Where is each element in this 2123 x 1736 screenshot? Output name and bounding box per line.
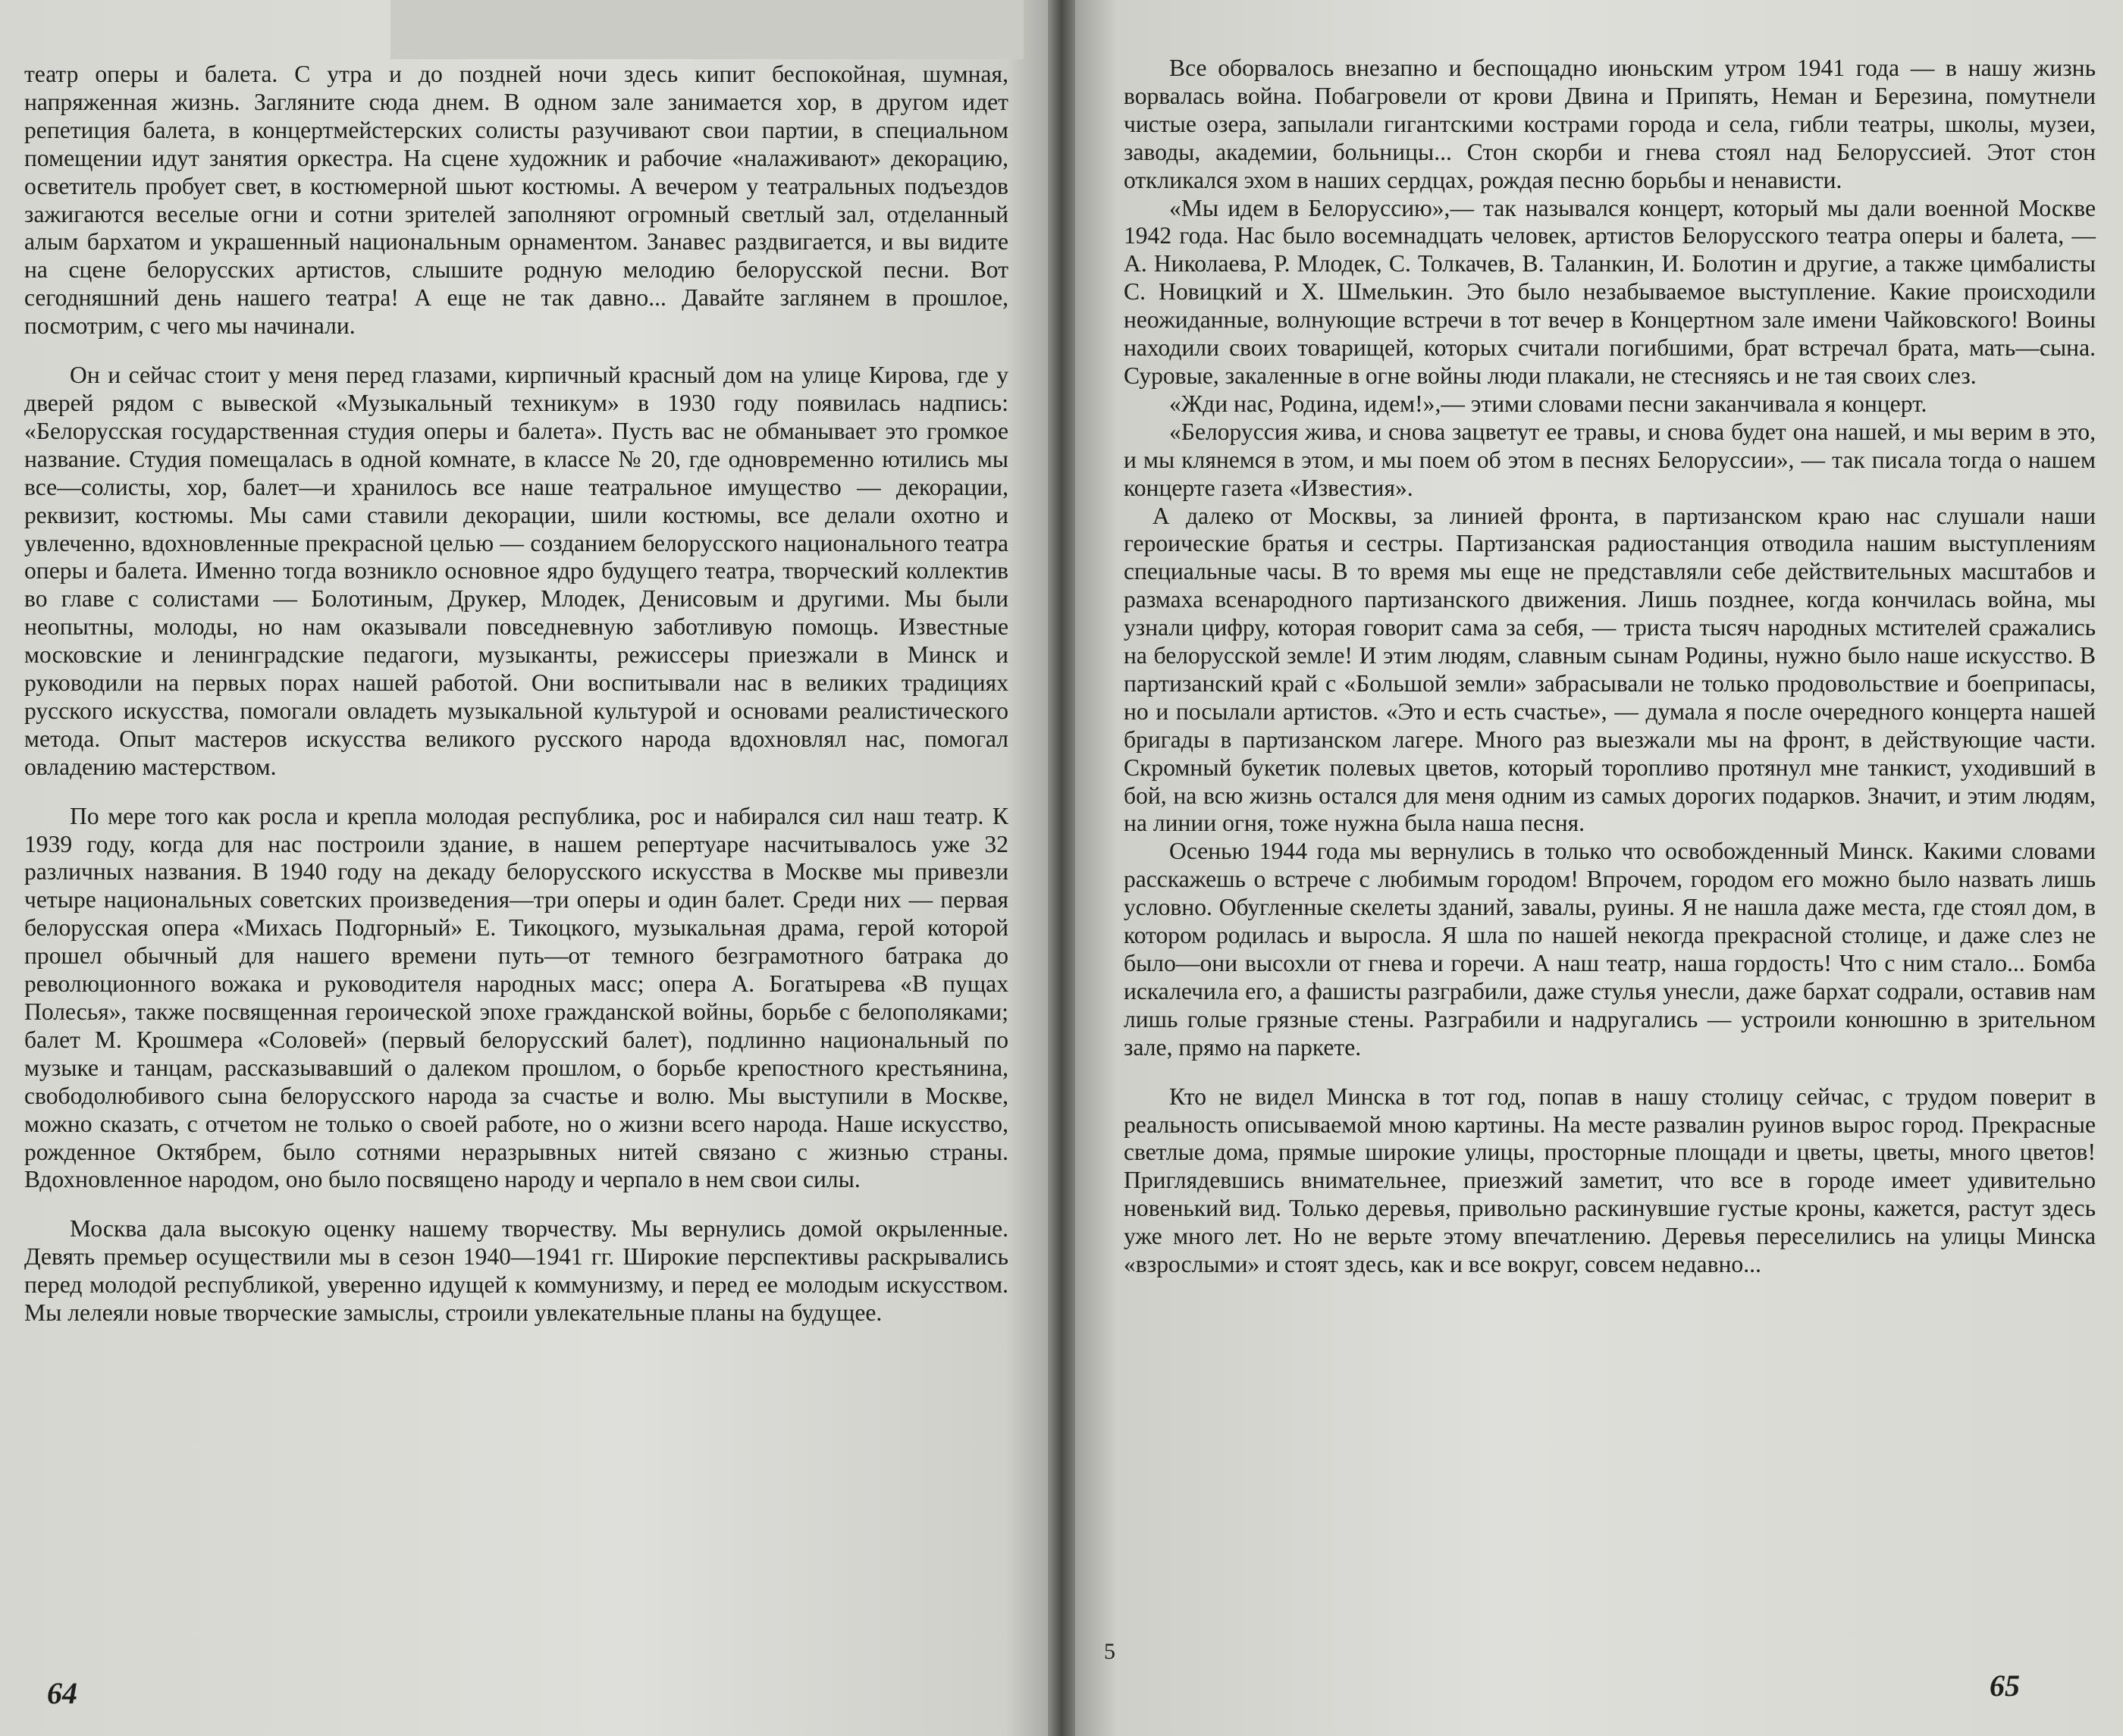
paragraph: «Белоруссия жива, и снова зацветут ее травы, и снова будет она нашей, и мы верим в это, и мы клянемся в этом, и мы поем об этом в песнях Белоруссии», — так писала тогда о нашем концерте газета «Известия». bbox=[1124, 418, 2096, 501]
left-text-column bbox=[24, 61, 1008, 1327]
paragraph: Москва дала высокую оценку нашему творчеству. Мы вернулись домой окрыленные. Девять премьер осуществили мы в сезон 1940—1941 гг. Широкие перспективы раскрывались перед молодой республикой, уверенно идущей к коммунизму, и перед ее молодым искусством. Мы лелеяли новые творческие замыслы, строили увлекательные планы на будущее. bbox=[24, 1215, 1008, 1327]
paragraph: По мере того как росла и крепла молодая республика, рос и набирался сил наш театр. К 1939 году, когда для нас построили здание, в нашем репертуаре насчитывалось уже 32 различных названия. В 1940 году на декаду белорусского искусства в Москве мы привезли четыре национальных советских произведения—три оперы и один балет. Среди них — первая белорусская опера «Михась Подгорный» Е. Тикоцкого, музыкальная драма, герой которой прошел обычный для нашего времени путь—от темного безграмотного батрака до революционного вожака и руководителя народных масс; опера А. Богатырева «В пущах Полесья», также посвященная героической эпохе гражданской войны, борьбе с белополяками; балет М. Крошмера «Соловей» (первый белорусский балет), подлинно национальный по музыке и танцам, рассказывавший о далеком прошлом, о борьбе крепостного крестьянина, свободолюбивого сына белорусского народа за счастье и волю. Мы выступили в Москве, можно сказать, с отчетом не только о своей работе, но о жизни всего народа. Наше искусство, рожденное Октябрем, было сотнями неразрывных нитей связано с жизнью страны. Вдохновленное народом, оно было посвящено народу и черпало в нем свои силы. bbox=[24, 802, 1008, 1193]
book-gutter bbox=[1048, 0, 1075, 1736]
paragraph: «Жди нас, Родина, идем!»,— этими словами песни заканчивала я концерт. bbox=[1169, 390, 1927, 417]
page-number: 64 bbox=[47, 1676, 77, 1710]
signature-mark: 5 bbox=[1104, 1639, 1115, 1664]
right-text-column bbox=[1124, 55, 2096, 1279]
right-page bbox=[1075, 0, 2123, 1736]
paragraph: А далеко от Москвы, за линией фронта, в партизанском краю нас слушали наши героические братья и сестры. Партизанская радиостанция отводила нашим выступлениям специальные часы. В то время мы еще не представляли себе действительных масштабов и размаха всенародного партизанского движения. Лишь позднее, когда кончилась война, мы узнали цифру, которая говорит сама за себя, — триста тысяч народных мстителей сражались на белорусской земле! И этим людям, славным сынам Родины, нужно было наше искусство. В партизанский край с «Большой земли» забрасывали не только продовольствие и боеприпасы, но и посылали артистов. «Это и есть счастье», — думала я после очередного концерта нашей бригады в партизанском лагере. Много раз выезжали мы на фронт, в действующие части. Скромный букетик полевых цветов, который торопливо протянул мне танкист, уходивший в бой, на всю жизнь остался для меня одним из самых дорогих подарков. Значит, и этим людям, на линии огня, тоже нужна была наша песня. bbox=[1124, 502, 2096, 837]
paragraph: Осенью 1944 года мы вернулись в только что освобожденный Минск. Какими словами расскажешь о встрече с любимым городом! Впрочем, городом его можно было назвать лишь условно. Обугленные скелеты зданий, завалы, руины. Я не нашла даже места, где стоял дом, в котором родилась и выросла. Я шла по нашей некогда прекрасной столице, и даже слез не было—они высохли от гнева и горечи. А наш театр, наша гордость! Что с ним стало... Бомба искалечила его, а фашисты разграбили, даже стулья унесли, даже бархат содрали, оставив нам лишь голые грязные стены. Разграбили и надругались — устроили конюшню в зрительном зале, прямо на паркете. bbox=[1124, 838, 2096, 1061]
paragraph: Он и сейчас стоит у меня перед глазами, кирпичный красный дом на улице Кирова, где у дверей рядом с вывеской «Музыкальный техникум» в 1930 году появилась надпись: «Белорусская государственная студия оперы и балета». Пусть вас не обманывает это громкое название. Студия помещалась в одной комнате, в классе № 20, где одновременно ютились мы все—солисты, хор, балет—и хранилось все наше театральное имущество — декорации, реквизит, костюмы. Мы сами ставили декорации, шили костюмы, все делали охотно и увлеченно, вдохновленные прекрасной целью — созданием белорусского национального театра оперы и балета. Именно тогда возникло основное ядро будущего театра, творческий коллектив во главе с солистами — Болотиным, Друкер, Млодек, Денисовым и другими. Мы были неопытны, молоды, но нам оказывали повседневную заботливую помощь. Известные московские и ленинградские педагоги, музыканты, режиссеры приезжали в Минск и руководили на первых порах нашей работой. Они воспитывали нас в великих традициях русского искусства, помогали овладеть музыкальной культурой и основами реалистического метода. Опыт мастеров искусства великого русского народа вдохновлял нас, помогал овладению мастерством. bbox=[24, 362, 1008, 780]
tape-strip bbox=[390, 0, 1024, 59]
paragraph: Все оборвалось внезапно и беспощадно июньским утром 1941 года — в нашу жизнь ворвалась война. Побагровели от крови Двина и Припять, Неман и Березина, помутнели чистые озера, запылали гигантскими кострами города и села, гибли театры, школы, музеи, заводы, академии, больницы... Стон скорби и гнева стоял над Белоруссией. Этот стон откликался эхом в наших сердцах, рождая песню борьбы и ненависти. bbox=[1124, 55, 2096, 193]
paragraph: «Мы идем в Белоруссию»,— так назывался концерт, который мы дали военной Москве 1942 года. Нас было восемнадцать человек, артистов Белорусского театра оперы и балета, — А. Николаева, Р. Млодек, С. Толкачев, В. Таланкин, И. Болотин и другие, а также цимбалисты С. Новицкий и Х. Шмелькин. Это было незабываемое выступление. Какие происходили неожиданные, волнующие встречи в тот вечер в Концертном зале имени Чайковского! Воины находили своих товарищей, которых считали погибшими, брат встречал брата, мать—сына. Суровые, закаленные в огне войны люди плакали, не стесняясь и не тая своих слез. bbox=[1124, 194, 2096, 389]
paragraph: Кто не видел Минска в тот год, попав в нашу столицу сейчас, с трудом поверит в реальность описываемой мною картины. На месте развалин руинов вырос город. Прекрасные светлые дома, прямые широкие улицы, просторные площади и цветы, цветы, много цветов! Приглядевшись внимательнее, приезжий заметит, что все в городе имеет удивительно новенький вид. Только деревья, привольно раскинувшие густые кроны, кажется, растут здесь уже много лет. Но не верьте этому впечатлению. Деревья переселились на улицы Минска «взрослыми» и стоят здесь, как и все вокруг, совсем недавно... bbox=[1124, 1083, 2096, 1278]
paragraph: театр оперы и балета. С утра и до поздней ночи здесь кипит беспокойная, шумная, напряженная жизнь. Загляните сюда днем. В одном зале занимается хор, в другом идет репетиция балета, в концертмейстерских солисты разучивают свои партии, в специальном помещении идут занятия оркестра. На сцене художник и рабочие «налаживают» декорацию, осветитель пробует свет, в костюмерной шьют костюмы. А вечером у театральных подъездов зажигаются веселые огни и сотни зрителей заполняют огромный светлый зал, отделанный алым бархатом и украшенный национальным орнаментом. Занавес раздвигается, и вы видите на сцене белорусских артистов, слышите родную мелодию белорусской песни. Вот сегодняшний день нашего театра! А еще не так давно... Давайте заглянем в прошлое, посмотрим, с чего мы начинали. bbox=[24, 61, 1008, 340]
page-number: 65 bbox=[1990, 1669, 2020, 1703]
left-page bbox=[0, 0, 1048, 1736]
